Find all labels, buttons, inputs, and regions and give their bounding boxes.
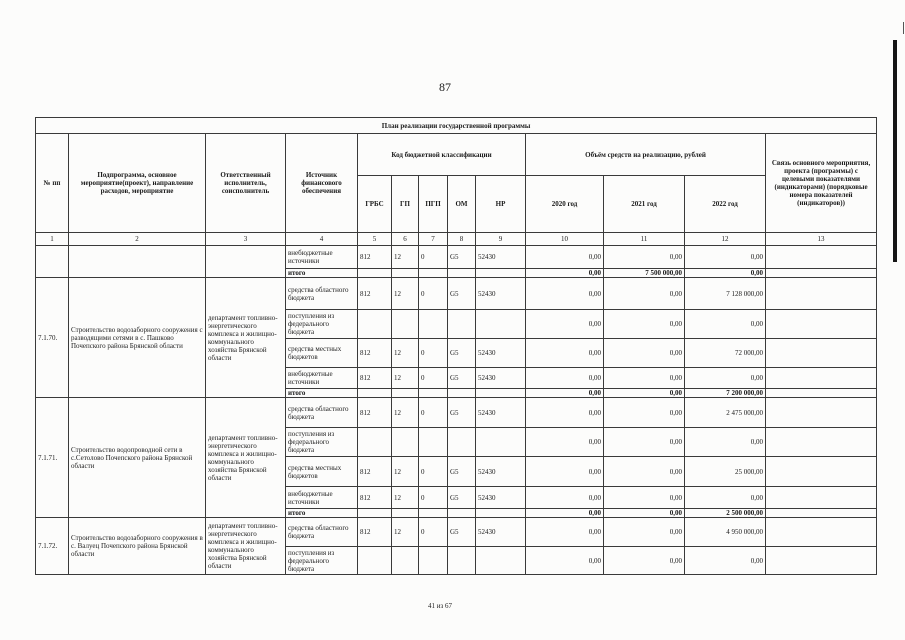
column-number: 11 [604,233,685,246]
header-indicator-link: Связь основного мероприятия, проекта (программы) с целевыми показателями (индикаторами) (порядковые номера показателей (индикаторов)) [766,134,877,233]
om-code [448,269,476,278]
om-code: G5 [448,518,476,547]
om-code [448,547,476,575]
column-number: 9 [476,233,526,246]
amount-2022: 2 475 000,00 [685,398,766,428]
amount-2021: 0,00 [604,278,685,310]
gp-code [392,509,419,518]
funding-source: средства областного бюджета [286,398,358,428]
column-number-row [36,233,877,246]
indicator-link-cell [766,368,877,389]
amount-2021: 0,00 [604,487,685,509]
grbs-code: 812 [358,398,392,428]
grbs-code [358,509,392,518]
funding-source: средства местных бюджетов [286,457,358,487]
item-name-cell [69,246,206,278]
nr-code [476,389,526,398]
gp-code [392,389,419,398]
table-row [36,246,877,269]
amount-2021: 0,00 [604,368,685,389]
table-row [36,278,877,310]
column-number: 1 [36,233,69,246]
header-2021: 2021 год [604,176,685,233]
gp-code: 12 [392,457,419,487]
amount-2021: 0,00 [604,310,685,339]
amount-2022: 25 000,00 [685,457,766,487]
amount-2021: 0,00 [604,428,685,457]
amount-2020: 0,00 [526,339,604,368]
grbs-code: 812 [358,339,392,368]
item-num-cell [36,246,69,278]
funding-source: средства местных бюджетов [286,339,358,368]
column-number: 8 [448,233,476,246]
pgp-code: 0 [419,457,448,487]
om-code: G5 [448,457,476,487]
item-num-cell: 7.1.71. [36,398,69,518]
amount-2022: 2 500 000,00 [685,509,766,518]
om-code: G5 [448,487,476,509]
indicator-link-cell [766,518,877,547]
gp-code [392,269,419,278]
pgp-code: 0 [419,518,448,547]
nr-code [476,547,526,575]
indicator-link-cell [766,269,877,278]
gp-code [392,428,419,457]
nr-code: 52430 [476,246,526,269]
amount-2021: 7 500 000,00 [604,269,685,278]
gp-code [392,310,419,339]
indicator-link-cell [766,278,877,310]
item-responsible-cell: департамент топливно-энергетического комплекса и жилищно-коммунального хозяйства Брянской области [206,398,286,518]
pgp-code: 0 [419,487,448,509]
header-grbs: ГРБС [358,176,392,233]
pgp-code: 0 [419,246,448,269]
funding-source: поступления из федерального бюджета [286,310,358,339]
header-nr: НР [476,176,526,233]
indicator-link-cell [766,310,877,339]
amount-2021: 0,00 [604,547,685,575]
funding-source: поступления из федерального бюджета [286,428,358,457]
column-number: 6 [392,233,419,246]
funding-source: внебюджетные источники [286,246,358,269]
item-responsible-cell: департамент топливно-энергетического комплекса и жилищно-коммунального хозяйства Брянской области [206,518,286,575]
nr-code: 52430 [476,487,526,509]
amount-2020: 0,00 [526,269,604,278]
funding-source: внебюджетные источники [286,368,358,389]
funding-source: внебюджетные источники [286,487,358,509]
column-number: 3 [206,233,286,246]
header-gp: ГП [392,176,419,233]
nr-code [476,509,526,518]
nr-code: 52430 [476,398,526,428]
gp-code: 12 [392,368,419,389]
nr-code: 52430 [476,457,526,487]
item-name-cell: Строительство водозаборного сооружения в с. Валуец Почепского района Брянской области [69,518,206,575]
header-source: Источник финансового обеспечения [286,134,358,233]
gp-code: 12 [392,518,419,547]
item-responsible-cell: департамент топливно-энергетического комплекса и жилищно-коммунального хозяйства Брянской области [206,278,286,398]
amount-2022: 72 000,00 [685,339,766,368]
om-code: G5 [448,339,476,368]
amount-2022: 4 950 000,00 [685,518,766,547]
nr-code: 52430 [476,339,526,368]
funding-source: итого [286,389,358,398]
scan-edge-mark [893,40,897,262]
indicator-link-cell [766,398,877,428]
grbs-code: 812 [358,278,392,310]
amount-2022: 0,00 [685,487,766,509]
grbs-code: 812 [358,457,392,487]
amount-2020: 0,00 [526,310,604,339]
nr-code: 52430 [476,278,526,310]
amount-2020: 0,00 [526,518,604,547]
om-code [448,310,476,339]
header-responsible: Ответственный исполнитель, соисполнитель [206,134,286,233]
funding-source: итого [286,269,358,278]
pgp-code [419,509,448,518]
pgp-code: 0 [419,278,448,310]
indicator-link-cell [766,246,877,269]
grbs-code: 812 [358,246,392,269]
gp-code: 12 [392,339,419,368]
grbs-code: 812 [358,518,392,547]
grbs-code: 812 [358,368,392,389]
column-number: 12 [685,233,766,246]
amount-2020: 0,00 [526,246,604,269]
header-num: № пп [36,134,69,233]
om-code: G5 [448,278,476,310]
page-number: 87 [439,80,451,94]
gp-code: 12 [392,398,419,428]
amount-2020: 0,00 [526,547,604,575]
gp-code [392,547,419,575]
column-number: 7 [419,233,448,246]
om-code [448,389,476,398]
pgp-code [419,389,448,398]
pgp-code [419,428,448,457]
item-num-cell: 7.1.70. [36,278,69,398]
amount-2021: 0,00 [604,246,685,269]
funding-source: итого [286,509,358,518]
header-2022: 2022 год [685,176,766,233]
amount-2021: 0,00 [604,389,685,398]
header-budget-code: Код бюджетной классификации [358,134,526,176]
amount-2022: 0,00 [685,547,766,575]
om-code [448,509,476,518]
om-code: G5 [448,368,476,389]
gp-code: 12 [392,246,419,269]
table-title: План реализации государственной программы [36,118,877,134]
item-name-cell: Строительство водопроводной сети в с.Сетолово Почепского района Брянской области [69,398,206,518]
gp-code: 12 [392,278,419,310]
program-plan-table [35,117,877,575]
indicator-link-cell [766,547,877,575]
grbs-code [358,269,392,278]
column-number: 10 [526,233,604,246]
amount-2022: 0,00 [685,368,766,389]
amount-2022: 0,00 [685,269,766,278]
header-name: Подпрограмма, основное мероприятие(проект), направление расходов, мероприятие [69,134,206,233]
amount-2022: 7 128 000,00 [685,278,766,310]
amount-2021: 0,00 [604,457,685,487]
column-number: 13 [766,233,877,246]
nr-code: 52430 [476,368,526,389]
amount-2020: 0,00 [526,398,604,428]
grbs-code [358,428,392,457]
om-code: G5 [448,246,476,269]
nr-code [476,310,526,339]
grbs-code [358,389,392,398]
amount-2021: 0,00 [604,339,685,368]
om-code [448,428,476,457]
amount-2020: 0,00 [526,389,604,398]
funding-source: средства областного бюджета [286,518,358,547]
amount-2020: 0,00 [526,368,604,389]
table-row [36,518,877,547]
nr-code [476,428,526,457]
indicator-link-cell [766,428,877,457]
pgp-code: 0 [419,398,448,428]
header-pgp: ПГП [419,176,448,233]
amount-2021: 0,00 [604,518,685,547]
amount-2022: 0,00 [685,310,766,339]
pgp-code [419,269,448,278]
om-code: G5 [448,398,476,428]
page-footer: 41 из 67 [427,602,452,610]
table-row [36,398,877,428]
funding-source: поступления из федерального бюджета [286,547,358,575]
indicator-link-cell [766,487,877,509]
nr-code: 52430 [476,518,526,547]
indicator-link-cell [766,457,877,487]
amount-2022: 0,00 [685,246,766,269]
header-2020: 2020 год [526,176,604,233]
indicator-link-cell [766,389,877,398]
column-number: 2 [69,233,206,246]
indicator-link-cell [766,339,877,368]
column-number: 5 [358,233,392,246]
pgp-code: 0 [419,339,448,368]
column-number: 4 [286,233,358,246]
item-num-cell: 7.1.72. [36,518,69,575]
gp-code: 12 [392,487,419,509]
amount-2020: 0,00 [526,278,604,310]
header-funds: Объём средств на реализацию, рублей [526,134,766,176]
item-responsible-cell [206,246,286,278]
funding-source: средства областного бюджета [286,278,358,310]
grbs-code [358,310,392,339]
amount-2020: 0,00 [526,487,604,509]
amount-2022: 0,00 [685,428,766,457]
header-om: ОМ [448,176,476,233]
amount-2022: 7 200 000,00 [685,389,766,398]
amount-2021: 0,00 [604,398,685,428]
amount-2020: 0,00 [526,457,604,487]
grbs-code [358,547,392,575]
nr-code [476,269,526,278]
pgp-code [419,310,448,339]
amount-2020: 0,00 [526,509,604,518]
pgp-code [419,547,448,575]
amount-2020: 0,00 [526,428,604,457]
amount-2021: 0,00 [604,509,685,518]
scan-edge-tick [903,22,904,34]
indicator-link-cell [766,509,877,518]
grbs-code: 812 [358,487,392,509]
item-name-cell: Строительство водозаборного сооружения с разводящими сетями в с. Пашково Почепского района Брянской области [69,278,206,398]
pgp-code: 0 [419,368,448,389]
